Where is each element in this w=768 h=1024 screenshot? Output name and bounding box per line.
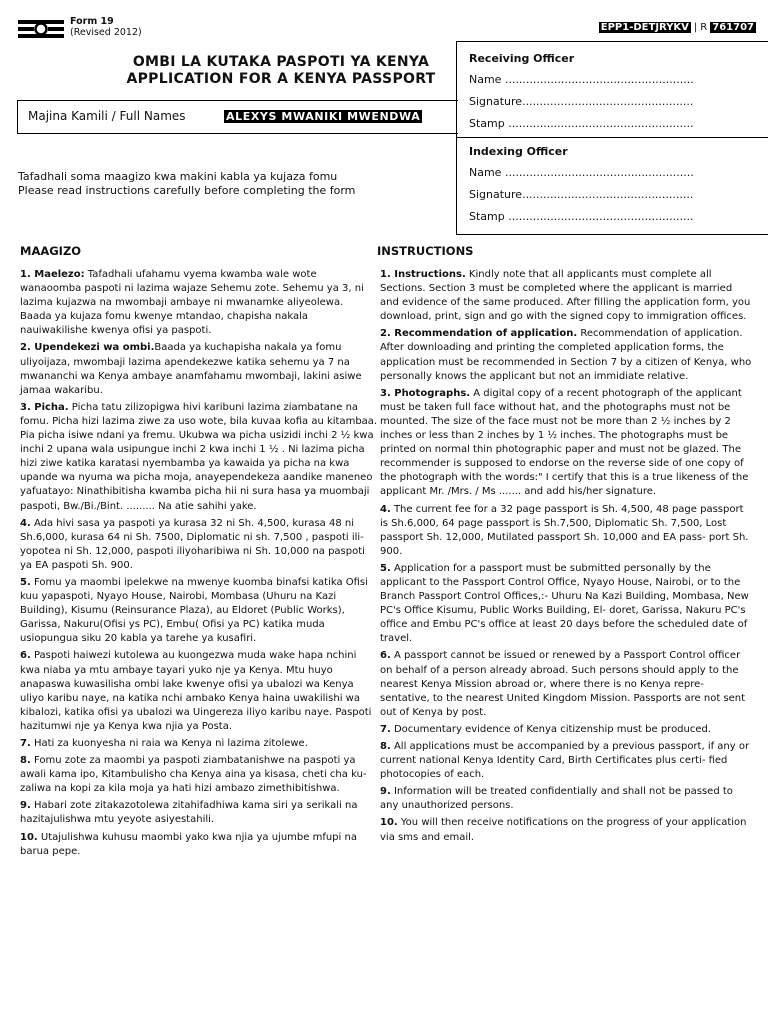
maagizo-item-number: 6. — [20, 650, 31, 662]
instructions-item-number: 6. — [380, 650, 391, 662]
maagizo-item — [20, 576, 378, 646]
maagizo-item-text: Tafadhali ufahamu vyema kwamba wale wote wanaoomba paspoti ni lazima wajaze Sehemu zote. Sehemu ya 3, ni lazima kujazwa na mwombaji ambaye ni mwanamke aliyeolewa. Baada ya kujaza fomu kwenye mtandao, chapisha nakala nauiwakilishe kwenya ofisi ya paspoti. — [20, 269, 364, 337]
page-title — [118, 54, 444, 88]
title-english: APPLICATION FOR A KENYA PASSPORT — [126, 71, 436, 87]
maagizo-item-text: Ada hivi sasa ya paspoti ya kurasa 32 ni Sh. 4,500, kurasa 48 ni Sh.6,000, kurasa 64 ni Sh. 7500, Diplomatic ni sh. 7,500 , paspoti ili- yopotea ni Sh. 12,000, paspoti iliyoharibiwa ni Sh. 10,000 na paspoti ya EA paspoti Sh. 900. — [20, 517, 365, 571]
maagizo-item — [20, 401, 378, 514]
coat-of-arms-logo-icon — [18, 20, 64, 38]
ref-code: EPP1-DETJRYKV — [600, 22, 689, 33]
instructions-item-text: Documentary evidence of Kenya citizenship must be produced. — [390, 723, 712, 735]
maagizo-item-text: Utajulishwa kuhusu maombi yako kwa njia ya ujumbe mfupi na barua pepe. — [20, 831, 357, 857]
instructions-item — [380, 562, 752, 647]
form-revised: (Revised 2012) — [70, 27, 142, 38]
officer-box — [456, 41, 768, 235]
maagizo-item-text: Fomu ya maombi ipelekwe na mwenye kuomba binafsi katika Ofisi kuu yapaspoti, Nyayo House, Nairobi, Mombasa (Uhuru na Kazi Building), Kisumu (Reinsurance Plaza), au Eldoret (Public Works), Garissa, Nakuru(Ofisi ys PC), Embu( Ofisi ya PC) katika muda usiopungua siku 20 kabla ya tarehe ya kusafiri. — [20, 576, 368, 645]
officer-divider — [457, 137, 768, 138]
instructions-item-number: 8. — [380, 741, 391, 752]
instructions-item — [380, 723, 752, 737]
instructions-item-number: 2. Recommendation of application. — [380, 328, 578, 340]
receiving-officer-signature: Signature................................................. — [469, 95, 694, 108]
maagizo-item-number: 5. — [20, 576, 31, 588]
maagizo-item-number: 7. — [20, 738, 31, 749]
maagizo-item-text: Baada ya kuchapisha nakala ya fomu uliyoijaza, mwombaji lazima apendekezwe katika sehemu ya 7 na mwananchi wa Kenya ambaye anamfahamu mwombaji, lakini asiwe jamaa wakaribu. — [20, 342, 362, 396]
instructions-item — [380, 740, 752, 782]
receiving-officer-section — [469, 52, 694, 139]
instructions-item — [380, 649, 752, 719]
form-number-block — [70, 16, 142, 38]
maagizo-item — [20, 649, 378, 734]
maagizo-item-number: 9. — [20, 800, 31, 812]
full-names-label: Majina Kamili / Full Names — [28, 109, 186, 123]
instructions-item-text: Recommendation of application. After downloading and printing the completed application forms, the application must be recommended in Section 7 by a citizen of Kenya, who personally knows the applicant but not an immidiate relative. — [380, 328, 752, 382]
ref-number: 761707 — [712, 22, 754, 33]
maagizo-item-text: Habari zote zitakazotolewa zitahifadhiwa kama siri ya serikali na hazitajulishwa mtu yeyote asiyestahili. — [20, 800, 358, 826]
title-swahili: OMBI LA KUTAKA PASPOTI YA KENYA — [132, 54, 430, 70]
instructions-item — [380, 503, 752, 559]
instructions-item-number: 7. — [380, 723, 391, 735]
instructions-item-text: A digital copy of a recent photograph of the applicant must be taken full face without hat, and the photographs must not be mounted. The size of the face must not be more than 2 ½ inches by 2 inches or less than 2 inches by 1 ½ inches. The photographs must be printed on normal thin photographic paper and must not be glazed. The recommender is supposed to endorse on the reverse side of one copy of the photograph with the words:" I certify that this is a true likeness of the applicant Mr. /Mrs. / Ms ....... and add his/her signature. — [380, 387, 749, 498]
instructions-item-number: 5. — [380, 562, 391, 574]
instructions-item-number: 1. Instructions. — [380, 269, 466, 280]
maagizo-item-text: Hati za kuonyesha ni raia wa Kenya ni lazima zitolewe. — [30, 738, 308, 749]
indexing-officer-name: Name ...................................................... — [469, 166, 694, 179]
instructions-item-number: 10. — [380, 817, 398, 829]
instructions-item-number: 4. — [380, 503, 391, 515]
indexing-officer-stamp: Stamp ..................................................... — [469, 210, 694, 223]
instructions-item-text: Information will be treated confidentially and shall not be passed to any unauthorized persons. — [380, 786, 733, 812]
instructions-item-text: Application for a passport must be submitted personally by the applicant to the Passport Control Office, Nyayo House, Nairobi, or to the Branch Passport Control Offices,:- Uhuru Na Kazi Building, Mombasa, New PC's Office Kisumu, Public Works Building, El- doret, Garissa, Nakuru PC's office and Embu PC's office at least 20 days before the scheduled date of travel. — [380, 562, 749, 645]
notice-swahili: Tafadhali soma maagizo kwa makini kabla ya kujaza fomu — [18, 170, 338, 183]
full-names-value: ALEXYS MWANIKI MWENDWA — [226, 110, 421, 123]
instructions-item-number: 9. — [380, 786, 391, 798]
maagizo-item-number: 8. — [20, 755, 31, 767]
maagizo-list — [20, 268, 378, 862]
receiving-officer-heading: Receiving Officer — [469, 52, 575, 65]
maagizo-item-text: Paspoti haiwezi kutolewa au kuongezwa muda wake hapa nchini kwa niaba ya mtu ambaye tayari yuko nje ya Kenya. Mtu huyo anapaswa kuwasilisha ombi lake kwenye ofisi ya ubalozi wa Kenya uliyo karibu naye, na katika nchi ambako Kenya haina uwakilishi wa kibalozi, katika ofisi ya ubalozi wa Uingereza iliyo karibu naye. Paspoti hazitumwi nje ya Kenya kwa njia ya Posta. — [20, 650, 372, 732]
maagizo-item — [20, 517, 378, 573]
maagizo-item-text: Picha tatu zilizopigwa hivi karibuni lazima ziambatane na fomu. Picha hizi lazima ziwe za uso wote, bila kuvaa kofia au kitambaa. Pia picha isiwe ndani ya fremu. Ukubwa wa picha usizidi inchi 2 ½ kwa inchi 2 upana wala usipungue inchi 2 kwa inchi 1 ½ . Ni lazima picha hizi ziwe katika karatasi nyembamba ya kawaida ya picha na kwa upande wa nyuma wa picha moja, anayependekeza aandike maneneo yafuatayo: Ninathibitisha kwamba picha hii ni sura hasa ya muombaji paspoti, Bw./Bi./Bint. ......... Na atie sahihi yake. — [20, 401, 378, 512]
maagizo-item-text: Fomu zote za maombi ya paspoti ziambatanishwe na paspoti ya awali kama ipo, Kitambulisho cha Kenya aina ya kisasa, cheti cha ku- zaliwa na kopi za kila moja ya hati hizi ambazo zimethibitishwa. — [20, 755, 367, 795]
instructions-item-text: A passport cannot be issued or renewed by a Passport Control officer on behalf of a person already abroad. Such persons should apply to the nearest Kenya Mission abroad or, where there is no Kenya repre- sentative, to the nearest United Kingdom Mission. Passports are not sent out of Kenya by post. — [380, 650, 746, 718]
maagizo-item — [20, 737, 378, 751]
instructions-heading: INSTRUCTIONS — [377, 244, 474, 258]
instructions-item-text: All applications must be accompanied by a previous passport, if any or current national Kenya Identity Card, Birth Certificates plus certi- fied photocopies of each. — [380, 741, 750, 781]
indexing-officer-signature: Signature................................................. — [469, 188, 694, 201]
maagizo-item — [20, 799, 378, 827]
indexing-officer-section — [469, 145, 694, 232]
instructions-list — [380, 268, 752, 848]
maagizo-item — [20, 341, 378, 397]
reference-code — [599, 22, 756, 33]
receiving-officer-stamp: Stamp ..................................................... — [469, 117, 694, 130]
maagizo-item — [20, 268, 378, 338]
maagizo-item — [20, 831, 378, 859]
maagizo-item-number: 2. Upendekezi wa ombi. — [20, 342, 155, 354]
receiving-officer-name: Name ...................................................... — [469, 73, 694, 86]
ref-r-label: R — [700, 22, 708, 33]
instructions-item — [380, 387, 752, 500]
maagizo-item — [20, 754, 378, 796]
instructions-item-text: Kindly note that all applicants must complete all Sections. Section 3 must be completed where the applicant is married and evidence of the same produced. After filling the application form, you download, print, sign and go with the signed copy to immigration offices. — [380, 269, 751, 323]
ref-separator: | — [693, 22, 698, 33]
instructions-item — [380, 327, 752, 383]
notice-english: Please read instructions carefully before completing the form — [18, 184, 356, 197]
maagizo-item-number: 1. Maelezo: — [20, 269, 85, 280]
maagizo-item-number: 3. Picha. — [20, 401, 69, 413]
instructions-item — [380, 785, 752, 813]
form-number: Form 19 — [70, 16, 114, 27]
maagizo-heading: MAAGIZO — [20, 244, 82, 258]
instructions-item-number: 3. Photographs. — [380, 387, 471, 399]
maagizo-item-number: 10. — [20, 831, 38, 843]
indexing-officer-heading: Indexing Officer — [469, 145, 568, 158]
instructions-item-text: The current fee for a 32 page passport is Sh. 4,500, 48 page passport is Sh.6,000, 64 page passport is Sh.7,500, Diplomatic Sh. 7,500, Lost passport Sh. 12,000, Mutilated passport Sh. 10,000 and EA pass- port Sh. 900. — [380, 503, 749, 557]
instructions-item — [380, 268, 752, 324]
instructions-item — [380, 816, 752, 844]
read-notice — [18, 170, 355, 198]
instructions-item-text: You will then receive notifications on the progress of your application via sms and email. — [380, 817, 747, 843]
maagizo-item-number: 4. — [20, 517, 31, 529]
